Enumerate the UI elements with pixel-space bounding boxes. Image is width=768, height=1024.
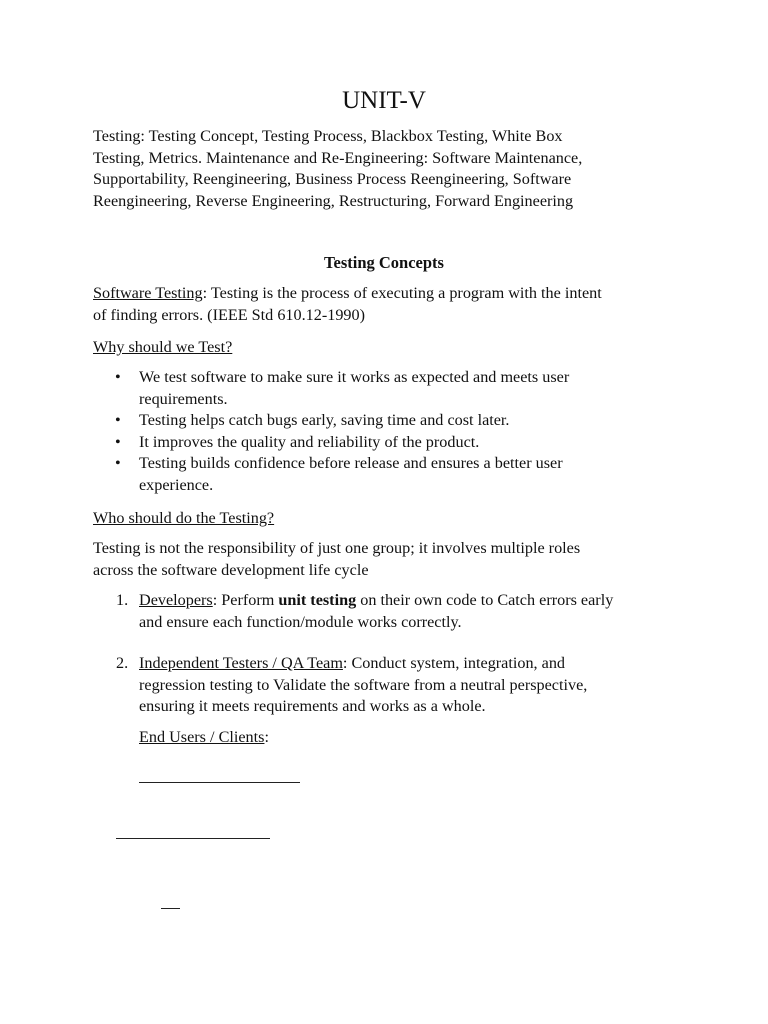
list-item-text: It improves the quality and reliability of the product. — [139, 432, 480, 451]
role-text-line3: ensuring it meets requirements and works as a whole. — [139, 697, 486, 715]
bullet-icon: • — [115, 432, 121, 451]
list-item-text: We test software to make sure it works as expected and meets user — [139, 368, 570, 386]
role-text: on their own code to Catch errors early — [356, 591, 614, 609]
intro-line: Reengineering, Reverse Engineering, Restructuring, Forward Engineering — [93, 191, 574, 210]
roles-list-item-2 — [93, 653, 713, 718]
software-testing-definition — [93, 283, 693, 326]
role-term: Developers — [139, 591, 213, 609]
list-item-text: requirements. — [139, 389, 228, 408]
role-text-line2: and ensure each function/module works correctly. — [139, 612, 462, 631]
who-test-paragraph — [93, 538, 693, 581]
list-item-text: Testing builds confidence before release and ensures a better user — [139, 454, 563, 472]
list-item — [93, 727, 713, 749]
list-item-text: Testing helps catch bugs early, saving time and cost later. — [139, 411, 510, 429]
unit-topics-paragraph — [93, 126, 693, 212]
list-number: 1. — [116, 591, 129, 609]
software-testing-term: Software Testing — [93, 284, 203, 302]
page-title: UNIT-V — [342, 87, 426, 114]
roles-list-item-1 — [93, 590, 713, 633]
intro-line: Testing: Testing Concept, Testing Process, Blackbox Testing, White Box — [93, 127, 563, 145]
list-item — [93, 453, 693, 496]
list-item-text: experience. — [139, 475, 214, 494]
paragraph-line: across the software development life cycle — [93, 560, 369, 579]
bullet-icon: • — [115, 411, 121, 429]
intro-line: Testing, Metrics. Maintenance and Re-Engineering: Software Maintenance, — [93, 148, 583, 167]
role-bold-text: unit testing — [278, 591, 357, 609]
list-number: 2. — [116, 654, 129, 672]
intro-line: Supportability, Reengineering, Business Process Reengineering, Software — [93, 170, 572, 188]
end-users-term: End Users / Clients — [139, 728, 265, 746]
why-test-list — [93, 367, 693, 496]
end-users-item — [93, 727, 713, 749]
role-term: Independent Testers / QA Team — [139, 654, 343, 672]
why-test-heading: Why should we Test? — [93, 338, 233, 356]
bullet-icon: • — [115, 454, 121, 472]
list-item — [93, 590, 713, 633]
list-item — [93, 432, 693, 454]
definition-text-line2: of finding errors. (IEEE Std 610.12-1990) — [93, 305, 365, 324]
end-users-colon: : — [264, 728, 269, 746]
list-item — [93, 410, 693, 432]
role-text-line2: regression testing to Validate the software from a neutral perspective, — [139, 675, 588, 694]
blank-underline — [139, 782, 300, 783]
blank-underline — [161, 908, 180, 909]
bullet-icon: • — [115, 368, 121, 386]
list-item — [93, 653, 713, 718]
role-text: : Conduct system, integration, and — [342, 654, 566, 672]
blank-underline — [116, 838, 270, 839]
section-heading: Testing Concepts — [324, 253, 444, 272]
definition-text: : Testing is the process of executing a program with the intent — [202, 284, 602, 302]
who-test-heading: Who should do the Testing? — [93, 509, 275, 527]
role-text: : Perform — [212, 591, 279, 609]
paragraph-line: Testing is not the responsibility of just one group; it involves multiple roles — [93, 539, 581, 557]
list-item — [93, 367, 693, 410]
